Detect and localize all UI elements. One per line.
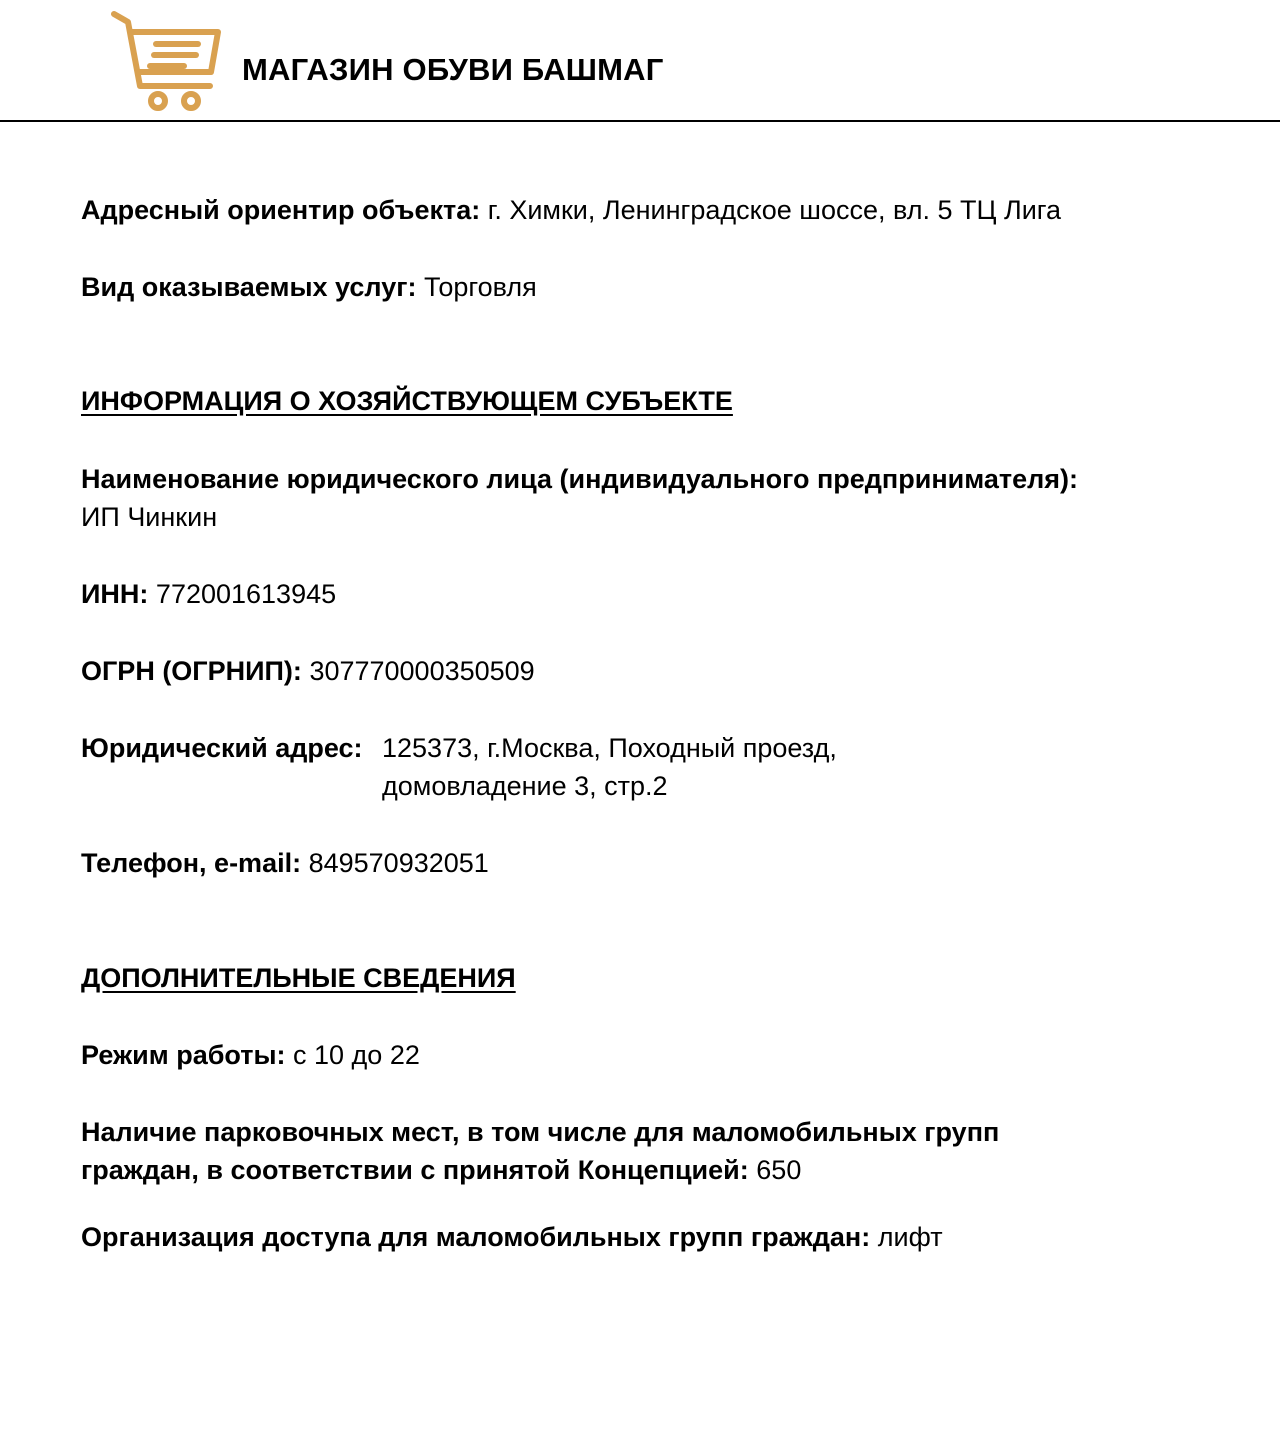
phone-value: 849570932051 xyxy=(308,848,489,878)
shopping-cart-icon xyxy=(110,10,225,112)
parking-row xyxy=(81,1113,999,1189)
services-value: Торговля xyxy=(423,272,537,302)
entity-section-heading: ИНФОРМАЦИЯ О ХОЗЯЙСТВУЮЩЕМ СУБЪЕКТЕ xyxy=(81,386,733,416)
parking-label-line2: граждан, в соответствии с принятой Концепцией: xyxy=(81,1155,749,1185)
legal-address-line1: 125373, г.Москва, Походный проезд, xyxy=(382,733,837,763)
parking-label-line1: Наличие парковочных мест, в том числе для маломобильных групп xyxy=(81,1117,1000,1147)
hours-row xyxy=(81,1036,420,1074)
access-label: Организация доступа для маломобильных групп граждан: xyxy=(81,1222,871,1252)
hours-value: с 10 до 22 xyxy=(293,1040,420,1070)
services-row xyxy=(81,268,537,306)
entity-name-row xyxy=(81,460,1078,536)
address-value: г. Химки, Ленинградское шоссе, вл. 5 ТЦ Лига xyxy=(487,195,1062,225)
address-row xyxy=(81,191,1061,229)
inn-label: ИНН: xyxy=(81,579,149,609)
legal-address-label: Юридический адрес: xyxy=(81,733,363,763)
entity-name-value: ИП Чинкин xyxy=(81,502,218,532)
ogrn-label: ОГРН (ОГРНИП): xyxy=(81,656,302,686)
legal-address-value xyxy=(382,729,837,805)
address-label: Адресный ориентир объекта: xyxy=(81,195,481,225)
legal-address-row xyxy=(81,729,981,809)
access-value: лифт xyxy=(877,1222,943,1252)
hours-label: Режим работы: xyxy=(81,1040,286,1070)
store-title: МАГАЗИН ОБУВИ БАШМАГ xyxy=(242,52,664,87)
ogrn-value: 307770000350509 xyxy=(309,656,535,686)
inn-row xyxy=(81,575,336,613)
phone-label: Телефон, e-mail: xyxy=(81,848,302,878)
phone-row xyxy=(81,844,489,882)
extra-section-heading: ДОПОЛНИТЕЛЬНЫЕ СВЕДЕНИЯ xyxy=(81,963,516,993)
access-row xyxy=(81,1218,943,1256)
ogrn-row xyxy=(81,652,535,690)
inn-value: 772001613945 xyxy=(155,579,337,609)
parking-value: 650 xyxy=(756,1155,802,1185)
services-label: Вид оказываемых услуг: xyxy=(81,272,417,302)
page-header xyxy=(0,0,1280,122)
entity-name-label: Наименование юридического лица (индивидуального предпринимателя): xyxy=(81,464,1078,494)
legal-address-line2: домовладение 3, стр.2 xyxy=(382,771,668,801)
